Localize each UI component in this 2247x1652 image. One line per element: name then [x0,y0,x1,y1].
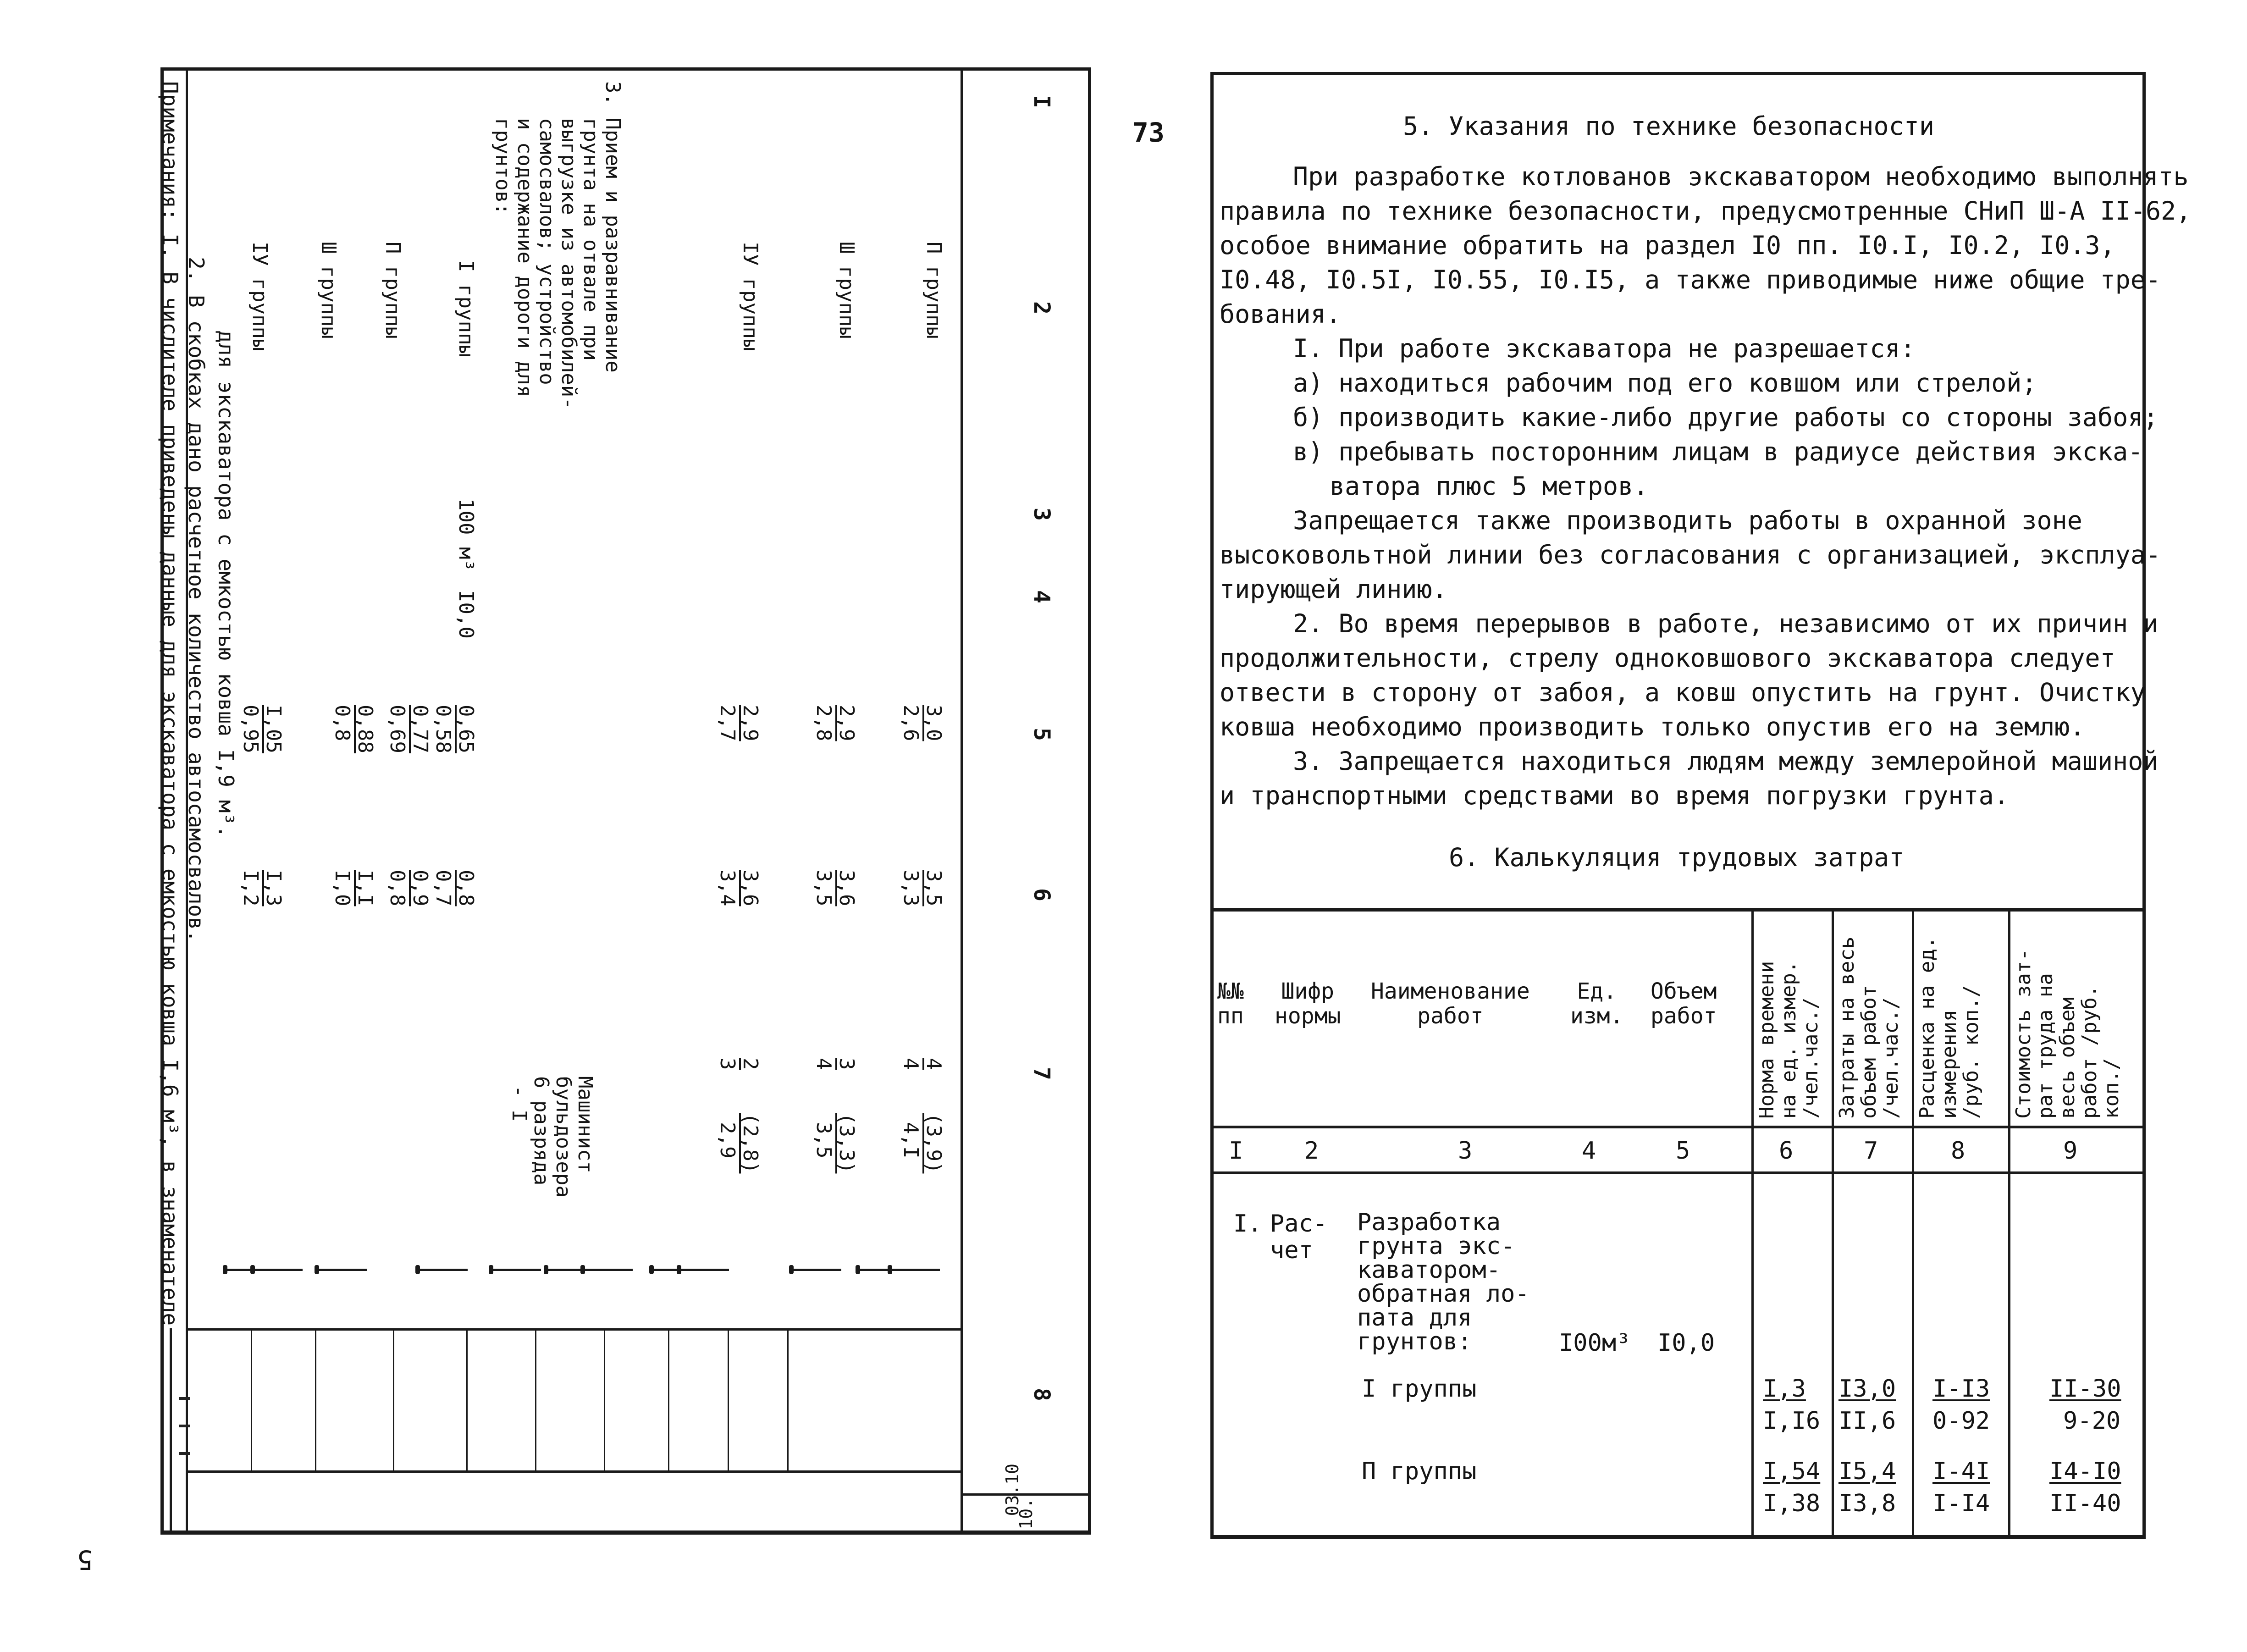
item3-line: 3. Прием и разравнивание [601,81,624,373]
item3-line: грунтов: [491,118,514,215]
body-line: особое внимание обратить на раздел I0 пп. I0.I, I0.2, I0.3, [1220,231,2115,260]
total-top: II-30 [2049,1375,2121,1403]
col-number: 4 [1029,590,1054,603]
item3-volume: I0,0 [454,590,478,639]
c7-paren-top: (2,8) [739,1113,762,1174]
col-number: 8 [1951,1137,1965,1165]
header-total-cost: Стоимость зат- рат труда на весь объем работ /руб. коп./ [2012,949,2123,1119]
section6-title: 6. Калькуляция трудовых затрат [1449,843,1905,872]
c5-top: 3,0 [922,705,945,741]
c6-bot: 0,8 [386,870,409,906]
tick-mark [491,1269,541,1271]
c6-bot: 0,7 [431,870,455,906]
c6-top: 0,9 [409,870,432,906]
body-line: высоковольтной линии без согласования с организацией, эксплуа- [1220,540,2161,569]
c7-bot: 4 [812,1058,835,1070]
col-number: 7 [1864,1137,1878,1165]
header-divider [961,67,963,1535]
body-line: б) производить какие-либо другие работы со стороны забоя; [1293,403,2159,432]
c6-top: 0,8 [454,870,478,906]
row-code: Рас- чет [1270,1210,1328,1264]
body-line: бования. [1220,299,1341,329]
c5-bot: 0,58 [431,705,455,753]
c6-top: I,I [353,870,377,906]
c7-paren-bot: 3,5 [812,1122,835,1159]
c6-top: 3,6 [835,870,858,906]
norm-top: I,54 [1763,1458,1821,1485]
grid-line [787,1328,789,1470]
grid-line [728,1328,729,1470]
body-line: и транспортными средствами во время погрузки грунта. [1220,781,2009,810]
labor-top: I5,4 [1838,1458,1896,1485]
header-rate: Расценка на ед. измерения /руб. коп./ [1916,936,1983,1119]
header-bottom-border [1210,1126,2146,1128]
col-number: 3 [1458,1137,1473,1165]
c7-bot: 3 [716,1058,739,1070]
tick-mark [417,1269,468,1271]
section5-title: 5. Указания по технике безопасности [1403,111,1934,141]
c6-bot: 3,4 [716,870,739,906]
col-number: 9 [2063,1137,2078,1165]
item3-line: грунта на отвале при [579,118,602,361]
header-labor-cost: Затраты на весь объем работ /чел.час./ [1835,936,1903,1119]
note-line: Примечания: I. В числителе приведены данные для экскаватора с емкостью ковша I,6 м³, в знаменателе [158,81,182,1326]
norm-top: I,3 [1763,1375,1806,1403]
body-line: а) находиться рабочим под его ковшом или стрелой; [1293,368,2037,398]
item3-line: и содержание дороги для [513,118,536,398]
col-number: I [1029,95,1054,108]
row-name: IУ группы [739,242,762,351]
margin-note-right: 03.10 [1002,1464,1022,1516]
item3-line: самосвалов; устройство [535,118,558,385]
col-number: I [1229,1137,1243,1165]
c5-top: 2,9 [835,705,858,741]
c6-top: 3,5 [922,870,945,906]
header-name: Наименование работ [1371,978,1530,1029]
row-number: I. [1233,1210,1262,1238]
c7-paren-top: (3,3) [835,1113,858,1174]
c5-bot: 0,95 [239,705,262,753]
c5-top: 2,9 [739,705,762,741]
rate-top: I-I3 [1932,1375,1990,1403]
margin-note-left: 10. [1016,1498,1036,1530]
grid-line [604,1328,605,1470]
c7-top: 2 [739,1058,762,1070]
grid-line [251,1328,252,1470]
worker-line: 6 разряда [530,1076,553,1186]
c5-top: 0,77 [409,705,432,753]
labor-bottom: II,6 [1838,1407,1896,1435]
tick-mark [651,1269,701,1271]
notes-right-line [170,1328,172,1535]
col-number: 6 [1029,888,1054,901]
total-bottom: 9-20 [2063,1407,2121,1435]
col-number: 8 [1029,1388,1054,1401]
header-norm-time: Норма времени на ед. измер. /чел.час./ [1755,961,1822,1119]
col-border [1832,912,1834,1535]
c5-bot: 0,69 [386,705,409,753]
item3-row-name: I группы [454,260,478,357]
row-unit: I00м³ [1559,1329,1631,1357]
body-line: правила по технике безопасности, предусмотренные СНиП Ш-А II-62, [1220,196,2192,226]
body-line: отвести в сторону от забоя, а ковш опустить на грунт. Очистку [1220,678,2146,707]
c5-bot: 2,8 [812,705,835,741]
row-name: П группы [922,242,945,339]
dash-mark [179,1425,190,1427]
c7-bot: 4 [899,1058,922,1070]
header-num: №№ пп [1217,978,1244,1029]
page-number: 73 [1132,117,1165,148]
grid-line [393,1328,394,1470]
total-top: I4-I0 [2049,1458,2121,1485]
c7-top: 4 [922,1058,945,1070]
body-line: I0.48, I0.5I, I0.55, I0.I5, а также приводимые ниже общие тре- [1220,265,2161,294]
col-border [2008,912,2010,1535]
row-name: Ш группы [835,242,858,339]
item3-row-name: IУ группы [248,242,271,351]
row-name: Разработка грунта экс- каватором- обратная ло- пата для грунтов: [1357,1209,1529,1355]
c6-bot: I,0 [331,870,354,906]
header-code: Шифр нормы [1275,978,1341,1029]
rate-top: I-4I [1932,1458,1990,1485]
rate-bottom: I-I4 [1932,1490,1990,1517]
col-number: 7 [1029,1067,1054,1080]
corner-number: 5 [77,1544,93,1575]
col-border [1912,912,1914,1535]
col-number: 5 [1676,1137,1690,1165]
subrow-name: П группы [1362,1458,1477,1485]
col-number: 4 [1582,1137,1596,1165]
labor-bottom: I3,8 [1838,1490,1896,1517]
c7-paren-top: (3,9) [922,1113,945,1174]
col-number: 5 [1029,728,1054,741]
c5-bot: 0,8 [331,705,354,741]
c5-top: 0,65 [454,705,478,753]
item3-row-name: П группы [381,242,404,339]
col-number: 6 [1779,1137,1794,1165]
dash-mark [179,1452,190,1455]
labor-top: I3,0 [1838,1375,1896,1403]
c6-bot: I,2 [239,870,262,906]
c5-top: I,05 [262,705,285,753]
tick-mark [225,1269,275,1271]
col-number: 2 [1029,301,1054,315]
grid-line [315,1328,316,1470]
worker-line: бульдозера [552,1076,575,1198]
norm-bottom: I,I6 [1763,1407,1821,1435]
note-line: 2. В скобках дано расчетное количество автосамосвалов. [184,257,209,943]
worker-line: Машинист [574,1076,597,1173]
margin-note-border [963,1493,1091,1496]
body-line: 2. Во время перерывов в работе, независимо от их причин и [1293,609,2159,638]
c7-paren-bot: 4,I [899,1122,922,1159]
c5-top: 0,88 [353,705,377,753]
dash-mark [179,1397,190,1400]
col-border [1751,912,1754,1535]
c5-bot: 2,6 [899,705,922,741]
col9-border [188,1470,963,1473]
colnum-bottom-border [1210,1171,2146,1174]
tick-mark [546,1269,596,1271]
worker-line: - I [508,1085,531,1122]
note-line: для экскаватора с емкостью ковша I,9 м³. [214,330,238,838]
grid-line [466,1328,468,1470]
c6-top: I,3 [262,870,285,906]
c5-bot: 2,7 [716,705,739,741]
header-volume: Объем работ [1651,978,1717,1029]
col8-left-border [188,1328,963,1331]
item3-unit: 100 м³ [454,498,478,571]
c7-paren-bot: 2,9 [716,1122,739,1159]
body-line: ватора плюс 5 метров. [1330,471,1649,501]
col-number: 2 [1304,1137,1319,1165]
c7-top: 3 [835,1058,858,1070]
item3-row-name: Ш группы [317,242,340,339]
subrow-name: I группы [1362,1375,1477,1403]
body-line: тирующей линию. [1220,575,1447,604]
c6-bot: 3,5 [812,870,835,906]
c6-bot: 3,3 [899,870,922,906]
table-top-border [1210,908,2146,912]
norm-bottom: I,38 [1763,1490,1821,1517]
row-volume: I0,0 [1657,1329,1715,1357]
c6-top: 3,6 [739,870,762,906]
body-line: 3. Запрещается находиться людям между землеройной машиной [1293,746,2159,776]
header-unit: Ед. изм. [1570,978,1623,1029]
left-rotated-table [160,67,1091,1535]
rate-bottom: 0-92 [1932,1407,1990,1435]
col-number: 3 [1029,508,1054,521]
body-line: ковша необходимо производить только опустив его на землю. [1220,712,2085,741]
body-line: Запрещается также производить работы в охранной зоне [1293,506,2082,535]
total-bottom: II-40 [2049,1490,2121,1517]
tick-mark [857,1269,908,1271]
body-line: I. При работе экскаватора не разрешается: [1293,334,1916,363]
body-line: При разработке котлованов экскаватором необходимо выполнять [1293,162,2189,191]
tick-mark [791,1269,841,1271]
grid-line [535,1328,536,1470]
body-line: в) пребывать посторонним лицам в радиусе действия экска- [1293,437,2143,466]
tick-mark [316,1269,367,1271]
grid-line [668,1328,669,1470]
item3-line: выгрузке из автомобилей- [557,118,580,409]
body-line: продолжительности, стрелу одноковшового экскаватора следует [1220,643,2115,673]
